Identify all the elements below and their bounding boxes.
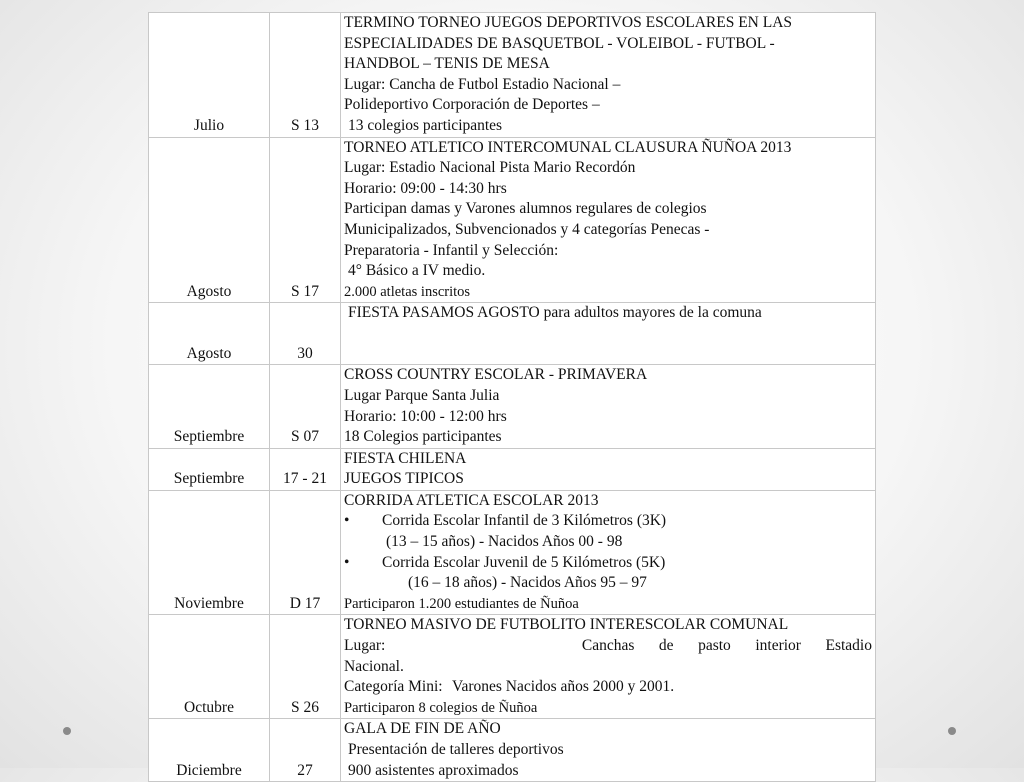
event-line: Horario: 10:00 - 12:00 hrs	[344, 407, 507, 425]
table-row	[149, 448, 876, 490]
table-row	[149, 303, 876, 365]
month-cell: Diciembre	[149, 719, 270, 782]
month-cell: Octubre	[149, 615, 270, 719]
table-row	[149, 137, 876, 303]
category-label: Categoría Mini:	[344, 678, 443, 696]
table-row	[149, 365, 876, 448]
event-cell	[341, 615, 876, 719]
event-line: ESPECIALIDADES DE BASQUETBOL - VOLEIBOL - FUTBOL -	[344, 34, 775, 52]
place-word: de	[658, 637, 674, 655]
day-cell: 30	[270, 303, 341, 365]
bullet-text: Corrida Escolar Infantil de 3 Kilómetros (3K)	[382, 512, 667, 530]
event-cell	[341, 448, 876, 490]
event-line: GALA DE FIN DE AÑO	[344, 720, 501, 738]
event-line: 4° Básico a IV medio.	[348, 262, 486, 280]
event-line: HANDBOL – TENIS DE MESA	[344, 55, 550, 73]
event-line: Preparatoria - Infantil y Selección:	[344, 241, 559, 259]
event-cell	[341, 719, 876, 782]
day-cell: D 17	[270, 490, 341, 615]
month-cell: Septiembre	[149, 365, 270, 448]
event-cell	[341, 137, 876, 303]
event-title: CORRIDA ATLETICA ESCOLAR 2013	[344, 491, 599, 509]
day-cell: S 17	[270, 137, 341, 303]
event-footer: Participaron 8 colegios de Ñuñoa	[344, 699, 538, 716]
event-line: Lugar: Estadio Nacional Pista Mario Recordón	[344, 159, 636, 177]
day-cell: S 07	[270, 365, 341, 448]
event-line: JUEGOS TIPICOS	[344, 470, 464, 488]
event-line: TERMINO TORNEO JUEGOS DEPORTIVOS ESCOLARES EN LAS	[344, 14, 793, 31]
event-line: Polideportivo Corporación de Deportes –	[344, 96, 600, 114]
event-line: Presentación de talleres deportivos	[348, 741, 564, 758]
place-continuation: Nacional.	[344, 657, 404, 675]
month-cell: Julio	[149, 13, 270, 138]
bullet-icon: •	[344, 512, 350, 530]
bullet-subtext: (13 – 15 años) - Nacidos Años 00 - 98	[386, 533, 623, 551]
events-table	[148, 12, 876, 782]
place-word: pasto	[698, 637, 731, 655]
place-word: interior	[755, 637, 801, 655]
event-footer: Participaron 1.200 estudiantes de Ñuñoa	[344, 595, 579, 612]
day-cell: 17 - 21	[270, 448, 341, 490]
bullet-icon: •	[344, 553, 350, 571]
place-word: Estadio	[825, 637, 872, 655]
day-cell: S 26	[270, 615, 341, 719]
event-line: FIESTA CHILENA	[344, 449, 467, 467]
slide-nav-dot-left	[63, 727, 71, 735]
bullet-item	[344, 553, 872, 574]
place-word: Canchas	[581, 637, 635, 655]
category-value: Varones Nacidos años 2000 y 2001.	[452, 678, 675, 696]
event-line: TORNEO ATLETICO INTERCOMUNAL CLAUSURA ÑUÑOA 2013	[344, 138, 792, 156]
table-row	[149, 719, 876, 782]
day-cell: S 13	[270, 13, 341, 138]
place-line	[344, 636, 872, 657]
category-line	[344, 677, 872, 698]
event-cell	[341, 303, 876, 365]
bullet-item	[344, 511, 872, 532]
event-line: FIESTA PASAMOS AGOSTO para adultos mayores de la comuna	[348, 304, 762, 322]
event-cell	[341, 365, 876, 448]
event-line: 18 Colegios participantes	[344, 428, 502, 446]
event-line: Participan damas y Varones alumnos regulares de colegios	[344, 200, 707, 218]
day-cell: 27	[270, 719, 341, 782]
event-line: 900 asistentes aproximados	[348, 761, 519, 779]
event-line: 13 colegios participantes	[348, 116, 503, 134]
month-cell: Septiembre	[149, 448, 270, 490]
table-row	[149, 615, 876, 719]
bullet-text: Corrida Escolar Juvenil de 5 Kilómetros (5K)	[382, 553, 666, 571]
event-line: Lugar Parque Santa Julia	[344, 386, 500, 404]
event-cell	[341, 490, 876, 615]
event-line: Horario: 09:00 - 14:30 hrs	[344, 179, 507, 197]
month-cell: Agosto	[149, 137, 270, 303]
month-cell: Agosto	[149, 303, 270, 365]
event-line: 2.000 atletas inscritos	[344, 283, 471, 300]
table-row	[149, 490, 876, 615]
table-row	[149, 13, 876, 138]
event-title: TORNEO MASIVO DE FUTBOLITO INTERESCOLAR COMUNAL	[344, 616, 789, 634]
place-label: Lugar:	[344, 637, 386, 655]
event-line: Municipalizados, Subvencionados y 4 categorías Penecas -	[344, 220, 710, 238]
event-cell	[341, 13, 876, 138]
bullet-subtext: (16 – 18 años) - Nacidos Años 95 – 97	[408, 574, 647, 592]
month-cell: Noviembre	[149, 490, 270, 615]
event-line: CROSS COUNTRY ESCOLAR - PRIMAVERA	[344, 366, 648, 384]
event-line: Lugar: Cancha de Futbol Estadio Nacional –	[344, 75, 621, 93]
slide-nav-dot-right	[948, 727, 956, 735]
